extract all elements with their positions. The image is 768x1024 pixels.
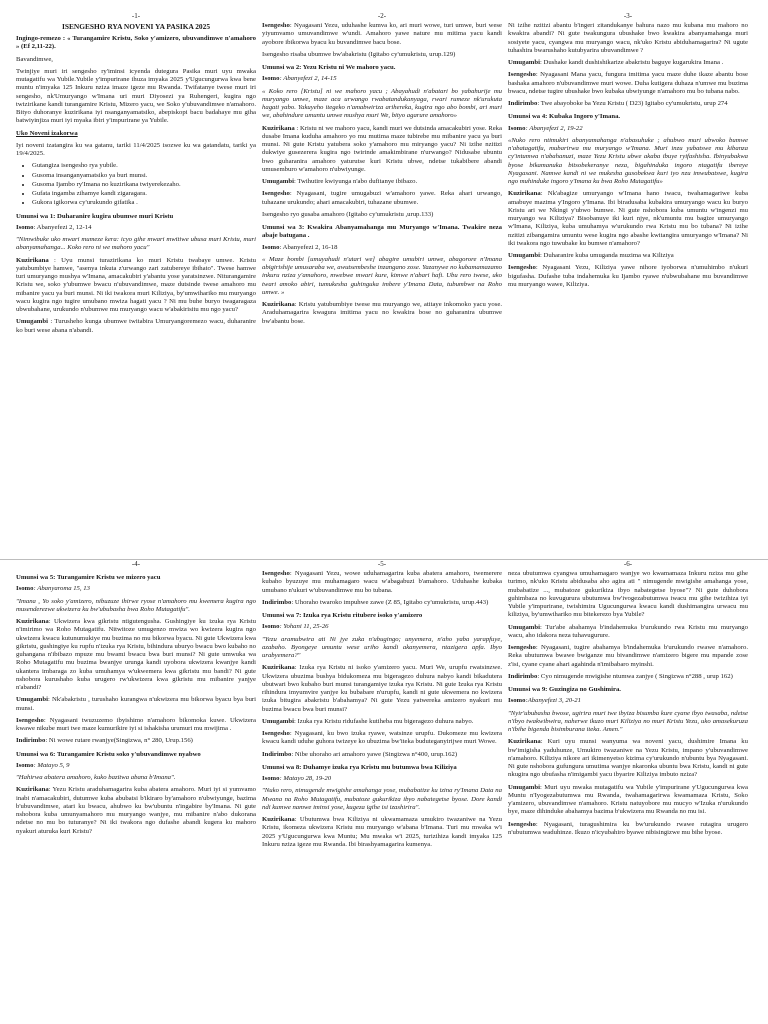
day-3-reading: [262, 244, 502, 252]
action: [508, 59, 748, 67]
song-text: : Uhoraho twaroko impuhwe zawe (Z 85, Igitabo cy'umukristu, urup.443): [291, 598, 489, 606]
list-item: • Gusoma Ijambo ry'Imana no kuzirikana twiyerekezaho.: [32, 181, 256, 189]
action-label: Umugambi: [262, 178, 294, 185]
reflection-text: : Izuka rya Kristu ni isoko y'amizero yacu. Muri We, urupfu rwatsinzwe. Ukwizera ubuzima bushya bidukomeza mu bigeragezo duhura nabyo kandi bikadutera ubutwari bwo kubaho buri munsi turangamiye izuka rya Kristu. Ni gute Izuka rya Kristu rihindura imyumvire yanjye ku bubabare n'urupfu, kandi ni gute ukwemera no kwizera izuka bitugira abakristu b'abahamya? Ni gute Yezu yatwereka amizero nyakuri mu buzima bwacu bwa buri munsi?: [262, 664, 502, 713]
action-label: Umugambi: [262, 717, 294, 725]
song-text: : Ni wowe rutare rwanjye(Singizwa, n° 280, Urup.156): [45, 737, 193, 745]
day-5-reflection: [16, 618, 256, 692]
prayer-text: : Nyagasani, tugire umugabuzi w'amahoro yawe. Reka ahari urwango, tuhazane urukundo; ahari amacakubiri, tuhazane ubumwe.: [262, 190, 502, 206]
prayer: [262, 22, 502, 47]
steps-intro: Iyi noveni izatangira ku wa gatanu, tariki 11/4/2025 isozwe ku wa gatandatu, tariki ya 19/4/2025.: [16, 141, 256, 157]
action-label: Umugambi: [508, 59, 540, 66]
prayer-label: Isengesho: [508, 820, 536, 828]
theme-label: Ingingo-remezo: [16, 35, 61, 42]
continued-text: neza ubutumwa cyangwa umuhamagaro wanjye wo kwamamaza Inkuru nziza mu gihe turimo, nk'uko Kristu abidusaba aho agira ati " nimugende mwigishe amahanga yose, mubabatize ..., mubatoze gukurikiza ibyo nabategetse byose"? Ni gute duhobora guhimbaza no kuvugurura ubutumwa bw'ivogezabutumwa iwacu mu gihe twizihiza iyi Yubile y'impurirane, twishimira Ugucungurwa kwacu kandi dushimangira urwacu mu kiliziya, by'umwihariko mu bitekerezo bya Yubile?: [508, 570, 748, 619]
prayer-text: : Nyagasani Yezu, uduhashe kumva ko, ari muri wowe, turi umwe, buri wese yiyumvamo umuvandimwe w'undi. Amahoro yawe nature mu mitima yacu kandi ayobore ibikorwa byacu ku buvandimwe bacu bose.: [262, 22, 502, 46]
song-label: Indirimbo: [262, 750, 292, 758]
action-text: : Duharanire kuba umuganda muzima wa Kiliziya: [539, 252, 674, 259]
prayer-label: Isengesho: [16, 716, 44, 724]
action: [508, 624, 748, 641]
reading-ref: :Abanyefezi 3, 20-21: [525, 697, 581, 705]
reading-label: Isomo: [508, 124, 526, 132]
prayer-text: : Nyagasani, tugire abahamya b'indahemuka b'urukundo rwawe n'amahoro. Reka ubutumwa bwawe bwiganze mu bivandimwe n'amizero bigere mu mpande zose z'isi, cyane cyane ahari agahinda n'imibabaro myinshi.: [508, 644, 748, 668]
action-text: : Dushake kandi dushishikarize abakristu baguye kugarukira Imana .: [539, 59, 724, 66]
reading-ref: : Matayo 28, 19-20: [279, 775, 332, 782]
day-6-reflection: [16, 786, 256, 836]
prayer-label: Isengesho: [262, 570, 290, 577]
prayer-text: : Nyagasani Yezu, wowe uduhamagarira kuba abatera amahoro, twemerere kubaho byuzuye mu muhamagaro wacu w'abagabuzi b'amahoro. Uduhashe kubaka umubano n'ukuri w'ubuvandimwe mu bo tubana.: [262, 570, 502, 594]
prayer: [508, 644, 748, 669]
day-5-title: Umunsi wa 5: Turangamire Kristu we mizero yacu: [16, 574, 161, 581]
day-2-prayer: [262, 190, 502, 207]
reading-label: Isomo: [16, 223, 34, 231]
action-label: Umugambi: [508, 252, 540, 259]
prayer-label: Isengesho: [508, 264, 536, 272]
day-2-reflection: [262, 125, 502, 175]
day-2-title: Umunsi wa 2: Yezu Kristu ni We mahoro yacu.: [262, 64, 396, 71]
day-7-song: [262, 751, 502, 759]
page-number: -2-: [377, 12, 387, 20]
action-text: : Tur'abe abahamya b'indahemuka b'urukundo rwa Kristu mu muryango wacu, aho idakora neza tuhavugurure.: [508, 623, 748, 639]
day-4-title: Umunsi wa 4: Kubaka Ingoro y'Imana.: [508, 113, 621, 121]
action-label: Umugambi: [508, 623, 540, 631]
song: [508, 673, 748, 681]
day-9-reflection: [508, 738, 748, 779]
page-number: -5-: [377, 560, 387, 568]
song-text: : Twe abayoboke ba Yezu Kristu ( D23) Igitabo cy'umukristu, urup 274: [537, 100, 728, 107]
day-1-reflection: [16, 257, 256, 315]
reflection-text: : Yezu Kristu araduhamagarira kuba abatera amahoro. Muri iyi si yumvamo inabi n'amacakubiri, dutumwe kuba abubatsi b'ikiraro by'amahoro n'ubwiyunge, bazima b'ubuvandimwe, atari ku bwacu, ahubwo ku bw'ubuntu n'ingabire by'Imana. Ni gute nshobora kuba umunyamahoro mu muryango wanjye, mu mibanire n'abo dukorana ndetse no mu bo tuturanye? Ni iki twakora ngo dufashe abandi kugera ku mahoro nyakuri aturuka kuri Kristu?: [16, 786, 256, 835]
list-item: • Gukora igikorwa cy'urukundo gifatika .: [32, 199, 256, 207]
prayer: [508, 71, 748, 96]
day-1-quote: "Nimwibuke uko mwari mumeze kera: icyo gihe mwari mwitiwe ubusa muri Kristu, muri abanyamahanga... Koko rero ni we mahoro yacu": [16, 236, 256, 252]
day-9-reading: [508, 697, 748, 705]
reading-label: Isomo: [262, 75, 280, 83]
action-label: Umugambi: [16, 696, 48, 704]
greeting: Bavandimwe,: [16, 55, 53, 63]
intro-paragraph: Twinjiye muri iri sengesho ry'iminsi icyenda dutegura Pasika muri uyu mwaka mutagatifu wa Yubile.Yubile y'impurirane ihuza imyaka 2025 y'Ugucungurwa kwa bene muntu n'imyaka 125 Inkuru nziza imaze igeze mu Rwanda. Twifatanye twese muri iri sengesho, nk'Umuryango w'Imana uri muri Diyosezi ya Ruhengeri, kugira ngo twizirikane kandi turangamire Kristu, Mizero yacu, we Soko y'ubuvandimwe n'amahoro. Bityo duhoranye kuzirikana iyi nsanganyamatsiko, abepiskopi bacu badahaye mu giha batwiyinjiza muri iyi myaka ibiri y'impurirane ya Yubile.: [16, 67, 256, 125]
prayer-text: : Nyagasani Mana yacu, fungura imitima yacu maze duhe ikaze abantu bose bashaka amahoro n'ubuvandimwe muri wowe. Duha kutigera duhaza n'umwe mu buzima bwacu, ndetse tugire ubushake bwo kubaka ubwiyunge n'amahoro mu bo tubana nabo.: [508, 71, 748, 95]
page-number: -4-: [131, 560, 141, 568]
page-6: [508, 560, 748, 1022]
reflection-label: Kuzirikana: [262, 664, 295, 672]
page-number: -3-: [623, 12, 633, 20]
reading-ref: : Yohani 11, 25-26: [279, 623, 329, 631]
reading-label: Isomo: [16, 585, 34, 593]
day-8-reflection: [262, 816, 502, 849]
day-6-quote: "Hahirwa abatera amahoro, kuko bazitwa abana b'Imana".: [16, 774, 176, 781]
day-7-prayer: [262, 730, 502, 747]
day-2-action: [262, 178, 502, 186]
reading-label: Isomo: [262, 775, 280, 782]
reading-ref: : Abanyefezi 2, 12-14: [33, 223, 92, 231]
day-7-reflection: [262, 664, 502, 714]
day-9-action: [508, 784, 748, 817]
reading-label: Isomo: [508, 697, 526, 705]
steps-list: [16, 162, 256, 207]
day-4-quote: «Nuko rero ntimukiri abanyamahanga n'abasuhuke ; ahubwo muri ubwoko bumwe n'abatagatifu, mubarirwa mu muryango w'Imana. Muri inzu yubatswe mu kibanza cy'intumwa n'abahanuzi, maze Yezu Kristu ubwe akaba ibuye ryifashisha. Ibinyubakwa byose bikamanuka bitsobekeranye neza, bigahinduka ingoro ntagatifu ibereye Nyagasani. Namwe kandi ni we mukesha gusobekwa kuri iyo nzu imwubatswe, kugira ngo muhinduke ingoro y'Imana ku bwa Roho Mutagatifu»: [508, 136, 748, 185]
reading-ref: : Abanyefezi 2, 19-22: [525, 124, 583, 132]
day-7-title: Umunsi wa 7: Izuka rya Kristu ritubere isoko y'amizero: [262, 612, 423, 619]
prayer-text: : Nyagasani Yezu, Kiliziya yawe nihore iyoborwa n'umuhimbo n'ukuri bigufasha. Dufashe tuba indahemuka ku Ijambo ryawe n'ubwubahane mu buvandimwe mu muryango wawe, Kiliziya.: [508, 264, 748, 288]
reflection-text: : Ubutumwa bwa Kiliziya ni ukwamamaza umukiro twazaniwe na Yezu Kristu, ikomeza ukwizera Kristu mu muryango w'abana b'Imana. Turi mu mwaka w'i 2025 y'Ugucungurwa kwa Muntu; Mu mwaka w'i 2025, turizihiza kandi imyaka 125 Inkuru nziza igeze mu Rwanda. Ibi birashyamagarira kumenya.: [262, 816, 502, 848]
reading-ref: : Abanyefezi 2, 14-15: [279, 75, 337, 83]
reflection-text: : Uyu munsi turazirikana ko muri Kristu twabaye umwe. Kristu yatubumbiye hamwe, "asenya inkuta z'urwango zari zatubereye ibihato". Twese hamwe turi umuryango mushya w'Imana, amacakubiri y'abantu yose yaratsinzwe. Niturangamire Kristu we, soko y'ubumwe bwacu n'ubuvandimwe, maze dutsinde twese amahoro mu mibanire yacu ya buri munsi. Ni iki twakora muri Kiliziya, by'umwihariko mu muryango wacu kugira ngo tugire umubano mwiza hagati yacu ? Ni mu buhe buryo twagaragaza ubwubahane, urukundo n'ubumwe mu muryango wacu w'abakirisitu mu ngo yacu?: [16, 256, 256, 313]
day-3-reflection: [262, 301, 502, 326]
song-text: : Cyo nimugende mwigishe ntumwa zanjye ( Singizwa n°288 , urup 162): [537, 672, 733, 680]
reflection-text: : Ukwizera kwa gikristu ntigutengusha. Gushingiye ku izuka rya Kristu n'imirimo wa Roho Mutagatifu. Nitwitoze umugenzo mwiza wo kwizera kugira ngo ukwizera kwacu kutunumukiye mu buzima no mu bikorwa byacu. Ni gute Ukwizera kwa gikristu, gushingiye ku rupfu n'izuka rya Kristu, bihindura uburyo bwacu bwo kubaho no guhangana n'ibibazo mpuze mu bwami bwacu bwa buri munsi? Ni gute umwuka wa Roho Mutagatifu mu buzima bwanjye urunga kandi uyobora ukwizera kwanjye kandi ukantera imbaraga zo kuba umuhamya w'ukwemera kwa gikristu mu bandi? Ni gute nshobora kurushaho kuba urugero rw'ukwizera kwa gikristu mu mibanire yanjye n'abandi?: [16, 618, 256, 691]
day-4-reading: [508, 125, 748, 133]
reading-label: Isomo: [16, 761, 34, 769]
reflection-text: : Kuri uyu munsi wanyuma wa noveni yacu, dushimire Imana ku bw'imigisha yaduhunze, Umukiro twazaniwe na Yezu Kristu, impano y'ubuvandimwe n'amahoro. Kiliziya nikore ari ikimenyetso kizima cy'urukundo n'ubuntu bya Nyagasani. Ni gute nshobora gufungura umutima wanjye nkaronka ubuntu bwa Kristu, kandi ni gute nkugira ngo ubufasha n'imigambi yacu ibyarire Kiliziya imbuto nziza?: [508, 738, 748, 779]
action-text: : Twihutire kwiyunga n'abo dufitanye ibibazo.: [293, 178, 418, 185]
theme-paragraph: [16, 35, 256, 52]
action-label: Umugambi: [508, 783, 540, 791]
day-6-reading: [16, 762, 256, 770]
prayer-label: Isengesho: [262, 190, 290, 198]
action-text: : Izuka rya Kristu ridufashe kutiheba mu bigeragezo duhura nabyo.: [293, 717, 474, 725]
song-text: : Nibe uhoraho ari amahoro yawe (Singizwa n°400, urup.162): [291, 750, 458, 758]
day-6-title: Umunsi wa 6: Turangamire Kristu soko y'ubuvandimwe nyabwo: [16, 750, 201, 758]
song-label: Indirimbo: [508, 100, 538, 107]
song-label: Indirimbo: [16, 737, 46, 745]
page-3: [508, 12, 748, 560]
day-1-title: Umunsi wa 1: Duharanire kugira ubumwe muri Kristu: [16, 212, 174, 220]
action-text: : Turusheho kunga ubumwe twitabira Umuryangoremezo wacu, duharanire ko buri wese abana n'abandi.: [16, 318, 256, 334]
prayer-text: : Nyagasani twuzuzemo ibyishimo n'amahoro bikomoka kuwe. Ukwizera kwawe nikube muri twe maze kumurikire iyi si ishakisha urumuri mu mwijima .: [16, 716, 256, 732]
day-7-action: [262, 718, 502, 726]
song-label: Indirimbo: [508, 672, 538, 680]
day-4-action: [508, 252, 748, 260]
prayer-text: : Nyagasani, ku bwo izuka ryawe, watsinze urupfu. Dukomeze mu kwizera kwacu kandi uduhe guhora twizeye ko ubuzima bw'iteka buduteganyirijwe muri Wowe.: [262, 730, 502, 746]
reflection-label: Kuzirikana: [262, 301, 295, 308]
day-5-reading: [16, 585, 256, 593]
reflection-label: Kuzirikana: [262, 816, 295, 823]
theme-text: : « Turangamire Kristu, Soko y'amizero, ubuvandimwe n'amahoro » (Ef 2,11-22).: [16, 35, 256, 51]
day-7-quote: "Yezu aramubwira ati Ni jye zuka n'ubugingo; unyemera, n'aho yaba yarapfuye, azabaho. Byongeye umuntu wese uriho kandi akanyemera, ntazigera apfa. Ibyo urabyemera?": [262, 635, 502, 659]
prayer-label: Isengesho: [508, 71, 536, 79]
day-5-quote: "Imana , Yo soko y'amizero, nibuzuze ihirwe ryose n'amahoro mu kwemera kugira ngo musenderezwe ukwizera ku bw'ububasha bwa Roho Mutagatifu".: [16, 597, 256, 613]
reflection-label: Kuzirikana: [16, 618, 49, 625]
list-item: • Gutangiza isengesho rya yubile.: [32, 162, 256, 170]
day-4-reflection: [508, 190, 748, 248]
song-label: Indirimbo: [262, 598, 292, 606]
day-4-prayer: [508, 264, 748, 289]
closing-prayer: Isengesho risaba ubumwe bw'abakristu (Igitabo cy'umukristu, urup.129): [262, 50, 456, 58]
day-1-reading: [16, 224, 256, 232]
document-title: ISENGESHO RYA NOVENI YA PASIKA 2025: [61, 22, 211, 31]
reading-ref: : Abanyefezi 2, 16-18: [279, 243, 338, 251]
reflection-label: Kuzirikana: [508, 190, 541, 198]
day-1-action: [16, 318, 256, 335]
song: [508, 100, 748, 108]
page-2: [262, 12, 502, 560]
day-9-title: Umunsi wa 9: Guzingiza no Gushimira.: [508, 686, 621, 693]
day-9-quote: "Nyir'ububasha bwose, ugirira muri twe ibyiza bisumba kure cyane ibyo twasaba, ndetse n'ibyo twakwibwira, naherwe ikuzo muri Kiliziya no muri Kristu Yezu, uko amasekuruza n'ibihe bigenda bisimburana iteka. Amen.": [508, 709, 748, 733]
day-2-closing: Isengesho ryo gusaba amahoro (Igitabo cy'umukristu ,urup.133): [262, 210, 434, 218]
page-number: -1-: [131, 12, 141, 20]
day-3-quote: « Maze bombi [umuyahudi n'utari we] abagire umubiri umwe, abagorore n'Imana abigirishije umusaraba we, awutsembeshe inzangano zose. Yazanywe no kubamamazamo inkuru nziza y'amahoro, mwebwe mwari kure, kimwe n'abari hafi. Ubu rero twese, uko twari amoko abiri, tumukesha guhinguka imbere y'Imana Data, tubumbwe na Roho umwe. »: [262, 255, 502, 296]
day-8-quote: "Nuko rero, nimugende mwigishe amahanga yose, mubabatize ku izina ry'Imana Data na Mwana na Roho Mutagatifu, mubatoze gukurikiza ibyo nabategetse byose. Dore kandi ndi kumwe namwe iminsi yose, kugeza igihe isi izashirira".: [262, 787, 502, 811]
reflection-label: Kuzirikana: [508, 738, 541, 746]
prayer: [262, 570, 502, 595]
page-number: -6-: [623, 560, 633, 568]
song: [262, 599, 502, 607]
day-5-action: [16, 696, 256, 713]
prayer-label: Isengesho: [262, 730, 290, 737]
day-2-quote: « Koko rero [Kristu] ni we mahoro yacu ; Abayahudi n'abatari bo yabahurije mu muryango umwe, maze aca urwango rwabatandukanyaga, rwari rumeze nk'urukuta hagati yabo. Yakuyeho itegeko n'amabwiriza arihereka, kugira ngo abo bombi, ari muri we, abahindure umuntu umwe mushya muri We, bityo agarure amahoro»: [262, 87, 502, 120]
day-9-prayer: [508, 821, 748, 838]
action-text: : Nk'abakristu , turushaho kurangwa n'ukwizera mu bikorwa byacu bya buri munsi.: [16, 696, 256, 712]
page-5: [262, 560, 502, 1022]
day-7-reading: [262, 623, 502, 631]
day-5-prayer: [16, 717, 256, 734]
list-item: • Gusoma insanganyamatsiko ya buri munsi.: [32, 172, 256, 180]
prayer-label: Isengesho: [508, 644, 536, 651]
prayer-label: Isengesho: [262, 22, 290, 29]
day-3-title: Umunsi wa 3: Kwakira Abanyamahanga mu Muryango w'Imana. Twakire neza abaje batugana .: [262, 224, 502, 240]
steps-title: Uko Noveni izakorwa: [16, 129, 78, 137]
continued-text: Ni izihe nzitizi abantu b'ingeri zitandukanye bahura nazo mu kubana mu mahoro no kwakira abandi? Ni gute twakungura ubushake bwo kwakira abanyamahanga muri sosiyete yacu, cyangwa mu muryango wacu, nk'uko Kristu abiduhamagarira? Ni ugute tuhashira bwarushaho kutubyarira ubuvandimwe ?: [508, 22, 748, 54]
reading-label: Isomo: [262, 243, 280, 251]
page-4: [16, 560, 256, 1022]
reflection-label: Kuzirikana: [16, 256, 49, 264]
reflection-label: Kuzirikana: [262, 124, 295, 132]
reading-label: Isomo: [262, 623, 280, 631]
reflection-label: Kuzirikana: [16, 786, 49, 794]
reading-ref: : Abanyaroma 15, 13: [33, 585, 90, 593]
day-8-title: Umunsi wa 8: Duhamye izuka rya Kristu mu butumwa bwa Kiliziya: [262, 763, 457, 771]
action-text: : Muri uyu mwaka mutagatifu wa Yubile y'impurirane y'Ugucungurwa kwa Muntu n'Iyogezabutumwa mu Rwanda, twahamagarirwa kwamamaza Kristu, Soko y'amizero, ubuvandimwe n'amahoro. Kristu natuyobore mu mucyo w'Izuka n'urukundo bye, maze dihinduke abahamya bazima b'ukwizera mu Rwanda no mu isi.: [508, 783, 748, 816]
prayer-text: : Nyagasani, turagushimira ku bw'urukundo rwawe rutagira urugero n'ubutumwa waduhinze. Ikuzo n'icyubahiro byawe nibisingizwe mu bihe byose.: [508, 820, 748, 836]
day-2-reading: [262, 75, 502, 83]
reflection-text: : Kristu ni we mahoro yacu, kandi muri we dutsinda amacakubiri yose. Reka dusabe Imana kuduha amahoro yo mu mutima maze tubirebe mu mibanire yacu ya buri munsi. Ni gute Kristu yatubera soko y'amahoro mu miryango yacu? Ni izihe nzitizi dukwiye gusezerera kugira ngo twirinde amakimbirane n'urwango? Nidusabe ubuntu bwo guharanira amahoro yaturutse kuri Kristu ubwe, ndetse tukabibere abandi umusemburo w'amahoro n'ubwiyunge.: [262, 124, 502, 173]
action-label: Umugambi: [16, 318, 48, 326]
day-5-song: [16, 737, 256, 745]
reading-ref: : Matayo 5, 9: [33, 761, 70, 769]
day-8-reading: [262, 775, 502, 783]
reflection-text: : Nk'abagize umuryango w'Imana hano iwacu, twahamagariwe kuba amabuye mazima y'Ingoro y'Imana. Ibi biradusaba kubakira umuryango wacu ku buryo Kristu ari we Nkingi y'ubwo bumwe. Ni gute nshobora kuba umuntu w'ingenzi mu muryango wa Kiliziya? Bisobanuye iki kuri njye, nk'umuntu mu bagize umuryango w'Imana, Kiliziya, kuba umuhamya w'urukundo rwa Kristu mu bo tubana? Ni izihe nzitizi zibangamira umuntu wese kugira ngo abashe kwitangira umuryango w'Imana? Ni iki twakora ngo tuwubake ku bumwe n'amahoro?: [508, 190, 748, 247]
page-1: [16, 12, 256, 560]
list-item: • Gufata ingamba zihamye kandi zigaragara.: [32, 190, 256, 198]
reflection-text: : Kristu yatubumbiye twese mu muryango we, atitaye inkomoko yacu yose. Araduhamagarira kwagura imitima yacu no kwakira bose no guharanira ubumwe bw'abantu bose.: [262, 301, 502, 325]
